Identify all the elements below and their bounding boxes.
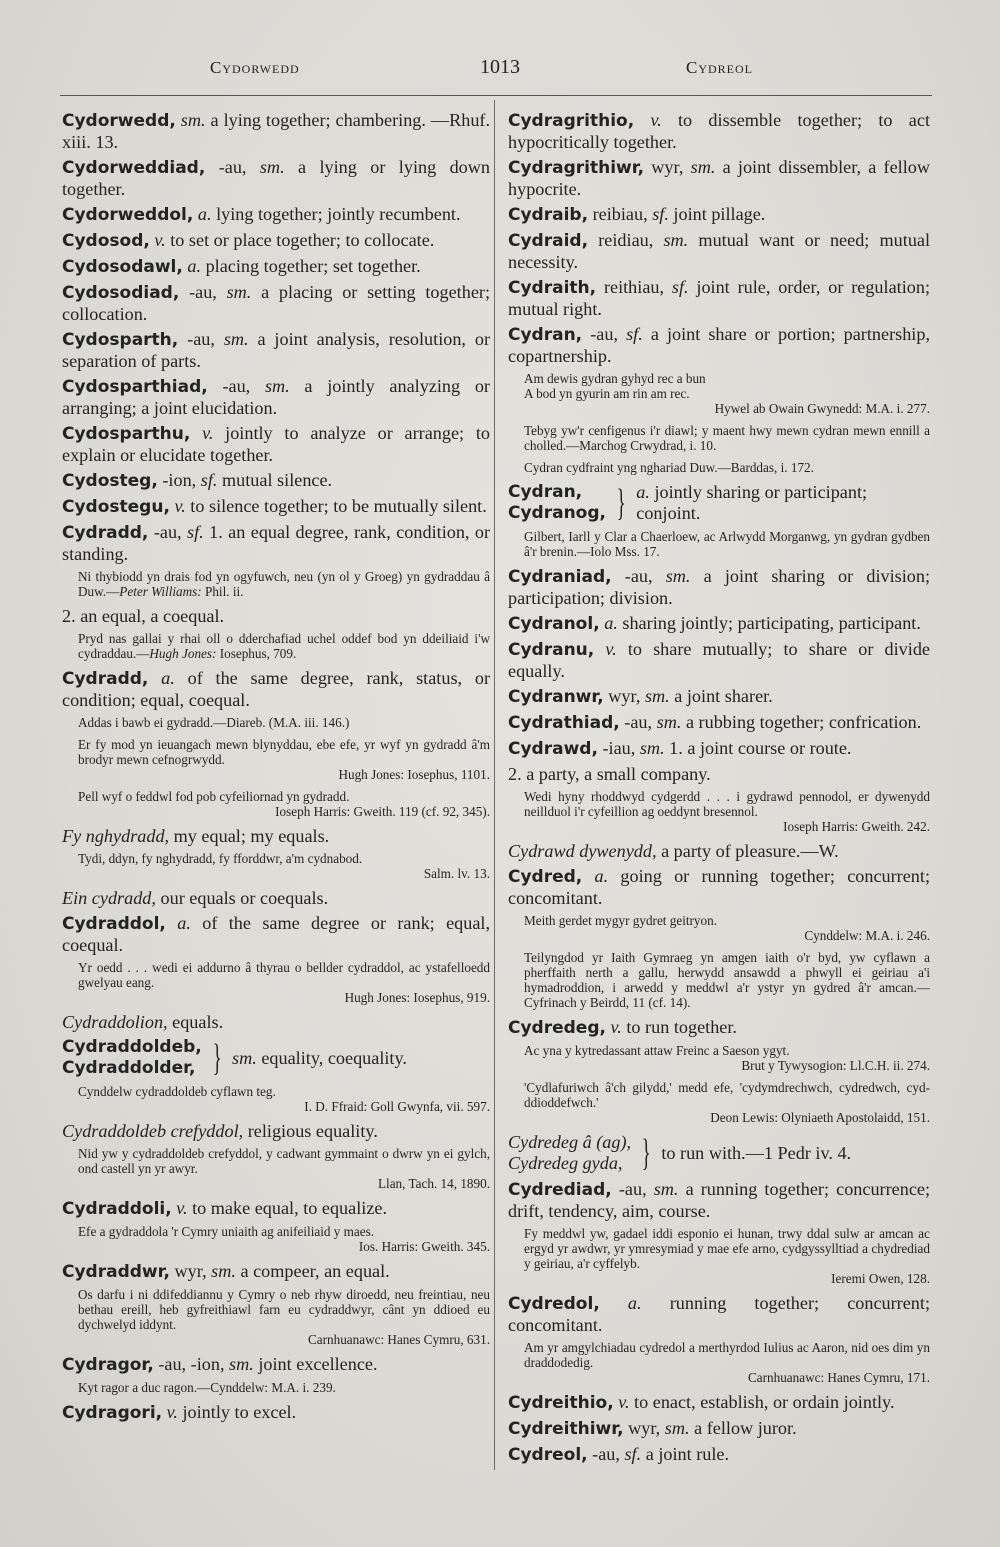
entry-cydraddol: Cydraddol, a. of the same degree or rank; equal, coequal. [62, 913, 491, 955]
dictionary-entry [508, 1418, 930, 1440]
citation: Yr oedd . . . wedi ei addurno â thyrau o bellder cydraddol, ac ystafelloedd gwelyau eang. Hugh Jones: Iosephus, 919. [78, 960, 490, 1005]
entry-part: sm. [665, 566, 691, 586]
dictionary-entry [508, 639, 930, 682]
sense: 2. an equal, a coequal. [62, 606, 225, 626]
definition: mutual want or need; mutual necessity. [508, 230, 931, 272]
headword: Cydorwedd, [62, 111, 176, 131]
citation: Gilbert, Iarll y Clar a Chaerloew, ac Arlwydd Morganwg, yn gydran gydben â'r brenin.—Iolo Mss. 17. [524, 529, 930, 559]
entry-part: -au, [189, 282, 217, 302]
entry-part: wyr, [651, 157, 684, 177]
entry-part: sf. [652, 204, 669, 224]
dictionary-entry [508, 230, 930, 273]
entry-part: a. [197, 204, 212, 224]
entry-part: a. [604, 613, 618, 633]
definition: a lying together; chambering. [210, 110, 426, 130]
definition: a joint analysis, resolution, or separation of parts. [62, 329, 491, 371]
dictionary-entry [62, 230, 490, 252]
dictionary-entry [508, 712, 930, 734]
definition: joint pillage. [673, 204, 766, 224]
entry-cydradd-adj: Cydradd, a. of the same degree, rank, status, or condition; equal, coequal. [62, 668, 490, 710]
entry-part: reithiau, [603, 277, 665, 297]
entry-part: v. [618, 1392, 630, 1412]
dictionary-entry [508, 277, 930, 320]
headword: Cydreithio, [508, 1393, 614, 1413]
entry-part: -ion, [162, 470, 197, 490]
citation: Pryd nas gallai y rhai oll o dderchafiad uchel oddef bod yn ddeiliaid i'w cydraddau.—Hugh Jones: Iosephus, 709. [78, 631, 490, 661]
entry-part: sm. [690, 157, 716, 177]
entry-part: v. [174, 496, 186, 516]
headword: Cydosparth, [62, 330, 179, 350]
headword: Cydorweddiad, [62, 158, 206, 178]
entry-cydragor: Cydragor, -au, -ion, sm. joint excellence. [62, 1354, 378, 1375]
citation: Er fy mod yn ieuangach mewn blynyddau, ebe efe, yr wyf yn gydradd â'm brodyr mewn cefnogrwydd. Hugh Jones: Iosephus, 1101. [78, 737, 490, 782]
headword: Cydosodawl, [62, 257, 183, 277]
dictionary-entry [508, 157, 930, 200]
dictionary-entry [62, 496, 490, 518]
dictionary-entry [508, 1392, 930, 1414]
citation: Pell wyf o feddwl fod pob cyfeiliornad yn gydradd. Ioseph Harris: Gweith. 119 (cf. 92, 345). [78, 789, 490, 819]
dictionary-entry [62, 157, 490, 200]
phrase-entry: Fy nghydradd, my equal; my equals. [62, 826, 330, 846]
definition: to enact, establish, or ordain jointly. [634, 1392, 895, 1412]
citation: Ni thybiodd yn drais fod yn ogyfuwch, neu (yn ol y Groeg) yn gydraddau â Duw.—Peter Williams: Phil. ii. [78, 569, 490, 599]
brace-glyph: } [616, 482, 626, 524]
entry-part: sm. [664, 1418, 690, 1438]
headword: Cydraniad, [508, 567, 612, 587]
column-divider [494, 100, 495, 1470]
headword: Cydrawd, [508, 739, 598, 759]
entry-cydrediad: Cydrediad, -au, sm. a running together; concurrence; drift, tendency, aim, course. [508, 1179, 931, 1221]
entry-part: sf. [624, 1444, 642, 1464]
brace-glyph: } [641, 1132, 651, 1174]
citation: Cynddelw cydraddoldeb cyflawn teg. I. D. Ffraid: Goll Gwynfa, vii. 597. [78, 1084, 490, 1114]
entry-cydraddoli: Cydraddoli, v. to make equal, to equalize. [62, 1198, 388, 1219]
headword: Cydorweddol, [62, 205, 194, 225]
definition: a joint sharing or division; participation; division. [508, 566, 931, 608]
entry-part: -au, [624, 566, 653, 586]
entry-part: -au, [590, 324, 618, 344]
citation: Fy meddwl yw, gadael iddi esponio ei hunan, trwy ddal sulw ar amcan ac ergyd yr awdwr, yr ymresymiad y mae efe arno, cydgyssylltiad a chydrediad y geiriau, a'r cyffelyb. Ieremi Owen, 128. [524, 1226, 930, 1286]
citation: Am yr amgylchiadau cydredol a merthyrdod Iulius ac Aaron, nid oes dim yn draddodedig. Carnhuanawc: Hanes Cymru, 171. [524, 1340, 930, 1385]
definition: sharing jointly; participating, participant. [622, 613, 921, 633]
definition: to silence together; to be mutually silent. [190, 496, 487, 516]
phrase-entry: Ein cydradd, our equals or coequals. [62, 888, 329, 908]
dictionary-entry [508, 686, 930, 708]
definition: lying together; jointly recumbent. [216, 204, 461, 224]
entry-part: sm. [180, 110, 206, 130]
definition: a joint sharer. [674, 686, 773, 706]
entry-part: -au, [592, 1444, 620, 1464]
citation: 'Cydlafuriwch â'ch gilydd,' medd efe, 'cydymdrechwch, cydredwch, cyd-ddioddefwch.' Deon Lewis: Olyniaeth Apostolaidd, 151. [524, 1080, 930, 1125]
phrase-entry: Cydrawd dywenydd, a party of pleasure.—W. [508, 841, 839, 861]
definition: to set or place together; to collocate. [170, 230, 435, 250]
definition: a rubbing together; confrication. [685, 712, 922, 732]
header-right-guideword: Cydreol [686, 58, 754, 77]
header-left-guideword: Cydorwedd [210, 58, 300, 77]
entry-part: -au, [187, 329, 215, 349]
dictionary-entry [508, 1444, 930, 1466]
dictionary-entry [62, 110, 490, 153]
entry-cydred: Cydred, a. going or running together; concurrent; concomitant. [508, 866, 931, 908]
entry-part: sm. [663, 230, 689, 250]
entry-cydragori: Cydragori, v. jointly to excel. [62, 1402, 297, 1423]
definition: a jointly analyzing or arranging; a joint elucidation. [62, 376, 490, 418]
dictionary-entry [508, 738, 930, 760]
definition: mutual silence. [222, 470, 333, 490]
definition: a joint dissembler, a fellow hypocrite. [508, 157, 931, 199]
definition: a placing or setting together; collocation. [62, 282, 490, 324]
entry-cydraddwr: Cydraddwr, wyr, sm. a compeer, an equal. [62, 1261, 390, 1282]
entry-part: v. [605, 639, 617, 659]
entry-part: reidiau, [598, 230, 654, 250]
citation: Wedi hyny rhoddwyd cydgerdd . . . i gydrawd pennodol, er dywenydd neillduol i'r cyfeillion ag oeddynt bresennol. Ioseph Harris: Gweith. 242. [524, 789, 930, 834]
phrase-entry: Cydraddoldeb crefyddol, religious equality. [62, 1121, 378, 1141]
entry-part: sf. [671, 277, 689, 297]
dictionary-entry [508, 204, 930, 226]
headword: Cydosparthu, [62, 424, 191, 444]
right-column [508, 110, 930, 1470]
entry-part: sm. [639, 738, 665, 758]
citation: Ac yna y kytredassant attaw Freinc a Saeson ygyt. Brut y Tywysogion: Ll.C.H. ii. 274. [524, 1043, 930, 1073]
headword: Cydostegu, [62, 497, 170, 517]
definition: 1. a joint course or route. [669, 738, 852, 758]
page-header [60, 52, 932, 92]
headword: Cydragrithio, [508, 111, 635, 131]
entry-cydraddoldeb: Cydraddoldeb, Cydraddolder, } sm. equality, coequality. [62, 1037, 407, 1079]
citation: Tydi, ddyn, fy nghydradd, fy fforddwr, a'm cydnabod. Salm. lv. 13. [78, 851, 490, 881]
entry-part: sm. [644, 686, 670, 706]
entry-part: -au, [624, 712, 653, 732]
headword: Cydraib, [508, 205, 589, 225]
citation: Teilyngdod yr Iaith Gymraeg yn amgen iaith o'r byd, yw cyflawn a pherffaith nerth a gallu, herwydd ansawdd a phwyll ei geiriau a'i hymadroddion, i arwedd y meddwl a'r ystyr yn gydred â'r amcan.—Cyfrinach y Beirdd, 11 (cf. 14). [524, 950, 930, 1010]
definition: a lying or lying down together. [62, 157, 490, 199]
entry-part: -au, [218, 157, 247, 177]
citation: Tebyg yw'r cenfigenus i'r diawl; y maent hwy mewn cydran mewn ennill a cholled.—Marchog Crwydrad, i. 10. [524, 423, 930, 453]
entry-part: sf. [187, 522, 204, 542]
headword: Cydranu, [508, 640, 595, 660]
entry-part: sm. [226, 282, 252, 302]
headword: Cydosparthiad, [62, 377, 208, 397]
definition: a joint rule. [645, 1444, 730, 1464]
definition: jointly to analyze or arrange; to explain or elucidate together. [62, 423, 491, 465]
phrase-entry: Cydraddolion, equals. [62, 1012, 224, 1032]
citation: Nid yw y cydraddoldeb crefyddol, y cadwant gymmaint o dwrw yn ei gylch, ond castell yn yr awyr. Llan, Tach. 14, 1890. [78, 1146, 490, 1191]
dictionary-entry [508, 110, 930, 153]
left-column [62, 110, 490, 1428]
headword: Cydranol, [508, 614, 600, 634]
entry-part: wyr, [628, 1418, 661, 1438]
headword: Cydradd, [62, 523, 149, 543]
definition: a fellow juror. [694, 1418, 797, 1438]
entry-part: v. [650, 110, 662, 130]
entry-part: -iau, [602, 738, 636, 758]
dictionary-entry [508, 613, 930, 635]
dictionary-entry [508, 324, 930, 367]
entry-part: sm. [264, 376, 290, 396]
citation: Am dewis gydran gyhyd rec a bun A bod yn gyurin am rin am rec. Hywel ab Owain Gwynedd: M.A. i. 277. [524, 371, 930, 416]
definition: to dissemble together; to act hypocritically together. [508, 110, 930, 152]
citation: Os darfu i ni ddifeddiannu y Cymry o neb rhyw diroedd, neu freintiau, neu bethau ereill, heb gyfreithiawl farn eu cydraddwyr, cânt yn ddioed eu dychwelyd iddynt. Carnhuanawc: Hanes Cymru, 631. [78, 1287, 490, 1347]
citation: Addas i bawb ei gydradd.—Diareb. (M.A. iii. 146.) [78, 715, 350, 730]
headword: Cydrathiad, [508, 713, 620, 733]
entry-part: -au, [153, 522, 182, 542]
entry-part: sf. [200, 470, 218, 490]
sense: 2. a party, a small company. [508, 764, 711, 784]
headword: Cydranwr, [508, 687, 604, 707]
citation: Kyt ragor a duc ragon.—Cynddelw: M.A. i. 239. [78, 1380, 336, 1395]
entry-cydredeg-phrase: Cydredeg â (ag), Cydredeg gyda, } to run with.—1 Pedr iv. 4. [508, 1132, 852, 1174]
dictionary-entry [62, 470, 490, 492]
entry-part: sf. [626, 324, 643, 344]
entry-part: -au, [222, 376, 251, 396]
dictionary-entry [508, 566, 930, 609]
dictionary-entry [62, 423, 490, 466]
dictionary-entry [62, 256, 490, 278]
dictionary-entry [62, 376, 490, 419]
header-rule [60, 95, 932, 96]
headword: Cydosodiad, [62, 283, 180, 303]
headword: Cydraid, [508, 231, 589, 251]
citation: Meith gerdet mygyr gydret geitryon. Cynddelw: M.A. i. 246. [524, 913, 930, 943]
dictionary-entry [62, 282, 490, 325]
entry-part: sm. [656, 712, 682, 732]
definition: a joint share or portion; partnership, copartnership. [508, 324, 931, 366]
entry-part: —Rhuf. xiii. 13. [62, 110, 491, 152]
citation: Efe a gydraddola 'r Cymry uniaith ag anifeiliaid y maes. Ios. Harris: Gweith. 345. [78, 1224, 490, 1254]
entry-cydredeg: Cydredeg, v. to run together. [508, 1017, 737, 1038]
dictionary-entry [62, 522, 490, 565]
headword: Cydragrithiwr, [508, 158, 645, 178]
dictionary-entry [62, 329, 490, 372]
entry-part: sm. [259, 157, 285, 177]
dictionary-entry [62, 204, 490, 226]
entry-part: v. [154, 230, 166, 250]
entry-part: v. [202, 423, 214, 443]
entry-part: a. [187, 256, 202, 276]
citation: Cydran cydfraint yng ngharіad Duw.—Barddas, i. 172. [524, 460, 814, 475]
definition: placing together; set together. [205, 256, 421, 276]
headword: Cydreithiwr, [508, 1419, 624, 1439]
definition: to share mutually; to share or divide equally. [508, 639, 930, 681]
definition: joint rule, order, or regulation; mutual right. [508, 277, 930, 319]
entry-part: sm. [223, 329, 249, 349]
headword: Cydraith, [508, 278, 597, 298]
entry-cydran-adj: Cydran, Cydranog, } a. jointly sharing or participant; conjoint. [508, 482, 868, 524]
headword: Cydreol, [508, 1445, 588, 1465]
entry-part: wyr, [608, 686, 641, 706]
entry-part: reibiau, [592, 204, 648, 224]
entry-cydredol: Cydredol, a. running together; concurrent; concomitant. [508, 1293, 931, 1335]
page-number: 1013 [480, 56, 520, 78]
definition: 1. an equal degree, rank, condition, or standing. [62, 522, 491, 564]
headword: Cydran, [508, 325, 583, 345]
brace-glyph: } [212, 1037, 222, 1079]
headword: Cydosod, [62, 231, 150, 251]
headword: Cydosteg, [62, 471, 158, 491]
